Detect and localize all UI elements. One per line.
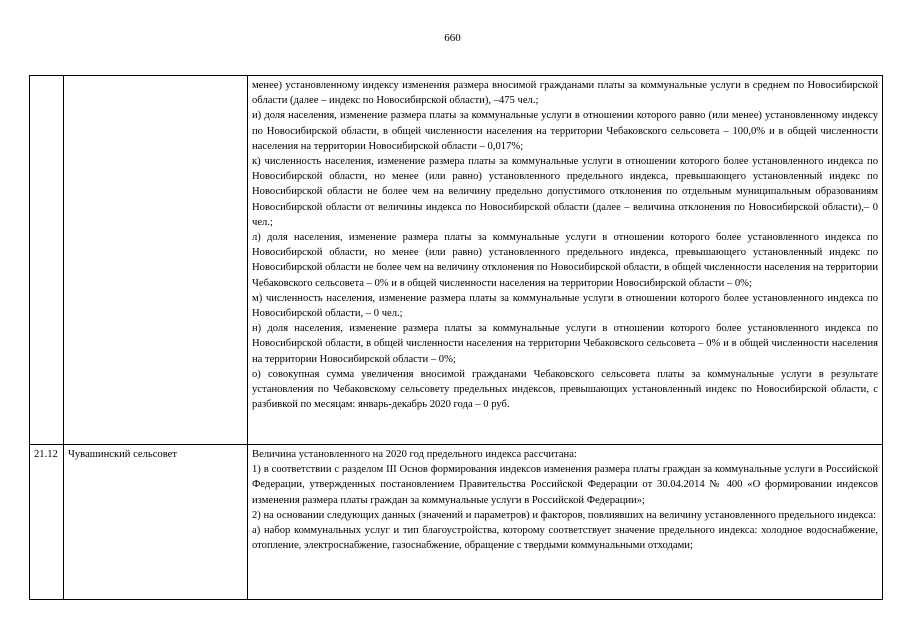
municipality-name-cell xyxy=(64,76,248,445)
document-table xyxy=(29,75,883,600)
paragraph: о) совокупная сумма увеличения вносимой гражданами Чебаковского сельсовета платы за коммунальные услуги в результате установления по Чебаковскому сельсовету предельных индексов, превышающих установленный индекс по Новосибирской области, с разбивкой по месяцам: январь-декабрь 2020 года – 0 руб. xyxy=(252,368,878,411)
paragraph: к) численность населения, изменение размера платы за коммунальные услуги в отношении которого более установленного индекса по Новосибирской области, но менее (или равно) установленного предельного индекса, превышающего установленный индекс по Новосибирской области не более чем на величину предельно допустимого отклонения по отдельным муниципальным образованиям Новосибирской области от величины индекса по Новосибирской области (далее – величина отклонения по Новосибирской области),– 0 чел.; xyxy=(252,156,878,228)
paragraph: менее) установленному индексу изменения размера вносимой гражданами платы за коммунальные услуги в среднем по Новосибирской области (далее – индекс по Новосибирской области), –475 чел.; xyxy=(252,80,878,107)
table-row xyxy=(30,445,883,600)
paragraph: 2) на основании следующих данных (значений и параметров) и факторов, повлиявших на величину установленного предельного индекса: xyxy=(252,509,877,521)
paragraph: Величина установленного на 2020 год предельного индекса рассчитана: xyxy=(252,449,577,460)
paragraph: 1) в соответствии с разделом III Основ формирования индексов изменения размера платы граждан за коммунальные услуги в Российской Федерации, утвержденных постановлением Правительства Российской Федерации от 30.04.2014 № 400 «О формировании индексов изменения размера платы граждан за коммунальные услуги в Российской Федерации»; xyxy=(252,464,878,506)
paragraph: л) доля населения, изменение размера платы за коммунальные услуги в отношении которого более установленного индекса по Новосибирской области, но менее (или равно) установленного предельного индекса, превышающего установленный индекс по Новосибирской области не более чем на величину отклонения по Новосибирской области, в общей численности населения на территории Чебаковского сельсовета – 0% и в общей численности населения на территории Новосибирской области – 0%; xyxy=(252,232,878,289)
table-row xyxy=(30,76,883,445)
paragraph: и) доля населения, изменение размера платы за коммунальные услуги в отношении которого равно (или менее) установленному индексу по Новосибирской области, в общей численности населения на территории Чебаковского сельсовета – 100,0% и в общей численности населения на территории Новосибирской области – 0,017%; xyxy=(252,110,878,152)
paragraph: н) доля населения, изменение размера платы за коммунальные услуги в отношении которого более установленного индекса по Новосибирской области, в общей численности населения на территории Чебаковского сельсовета – 0% и в общей численности населения на территории Новосибирской области – 0%; xyxy=(252,323,878,365)
row-number-cell xyxy=(30,76,64,445)
paragraph: м) численность населения, изменение размера платы за коммунальные услуги в отношении которого более установленного индекса по Новосибирской области, – 0 чел.; xyxy=(252,292,878,320)
page-number: 660 xyxy=(444,32,461,44)
description-cell xyxy=(248,76,883,445)
paragraph: а) набор коммунальных услуг и тип благоустройства, которому соответствует значение предельного индекса: холодное водоснабжение, отопление, электроснабжение, газоснабжение, обращение с твердыми коммунальными отходами; xyxy=(252,525,878,552)
municipality-name-cell: Чувашинский сельсовет xyxy=(64,445,248,600)
description-cell xyxy=(248,445,883,600)
row-number-cell: 21.12 xyxy=(30,445,64,600)
